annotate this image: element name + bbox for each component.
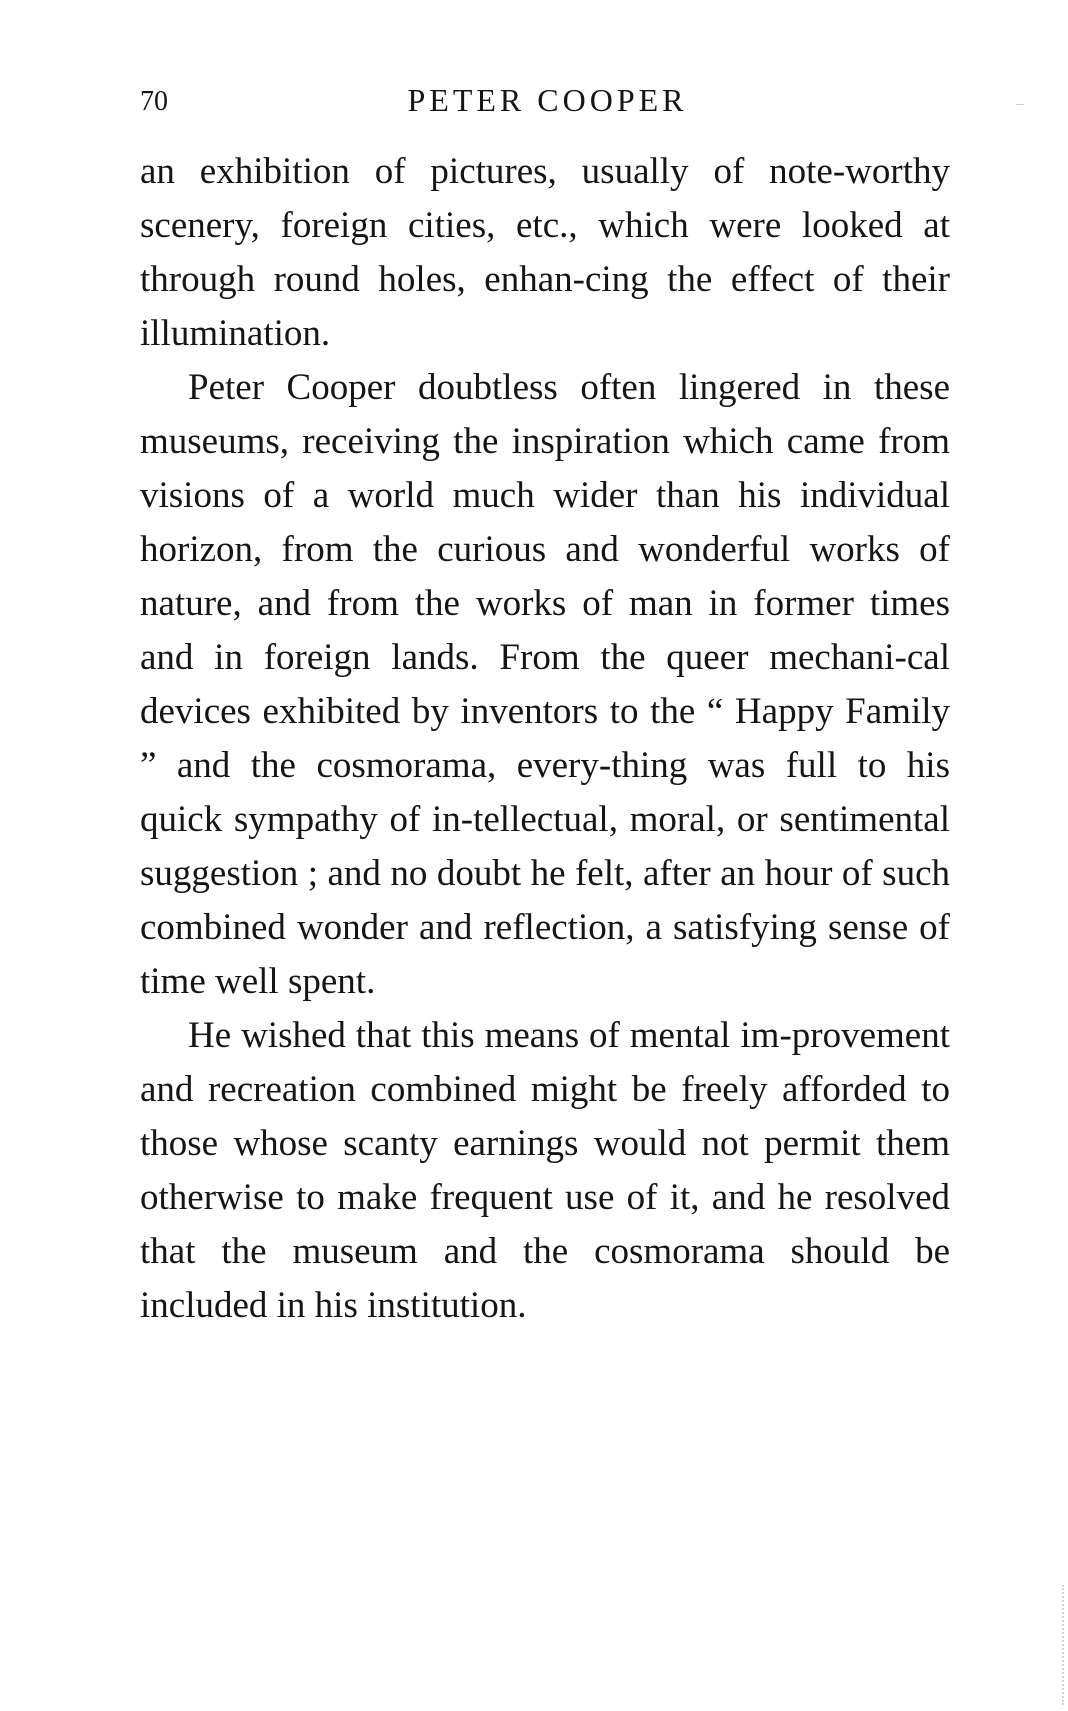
body-text [140, 145, 950, 1333]
paragraph-2: Peter Cooper doubtless often lingered in these museums, receiving the inspiration which came from visions of a world much wider than his individual horizon, from the curious and wonderful works of nature, and from the works of man in former times and in foreign lands. From the queer mechani-cal devices exhibited by inventors to the “ Happy Family ” and the cosmorama, every-thing was full to his quick sympathy of in-tellectual, moral, or sentimental suggestion ; and no doubt he felt, after an hour of such combined wonder and reflection, a satisfying sense of time well spent. [140, 367, 950, 1002]
paragraph-1: an exhibition of pictures, usually of note-worthy scenery, foreign cities, etc., which were looked at through round holes, enhan-cing the effect of their illumination. [140, 151, 950, 354]
page-edge-stitching [1052, 1585, 1064, 1705]
running-title: PETER COOPER [407, 82, 688, 118]
page-number: 70 [140, 86, 168, 117]
page-header [140, 82, 955, 126]
paragraph-3: He wished that this means of mental im-provement and recreation combined might be freely afforded to those whose scanty earnings would not permit them otherwise to make frequent use of it, and he resolved that the museum and the cosmorama should be included in his institution. [140, 1015, 950, 1326]
page-edge-mark [1016, 104, 1024, 105]
